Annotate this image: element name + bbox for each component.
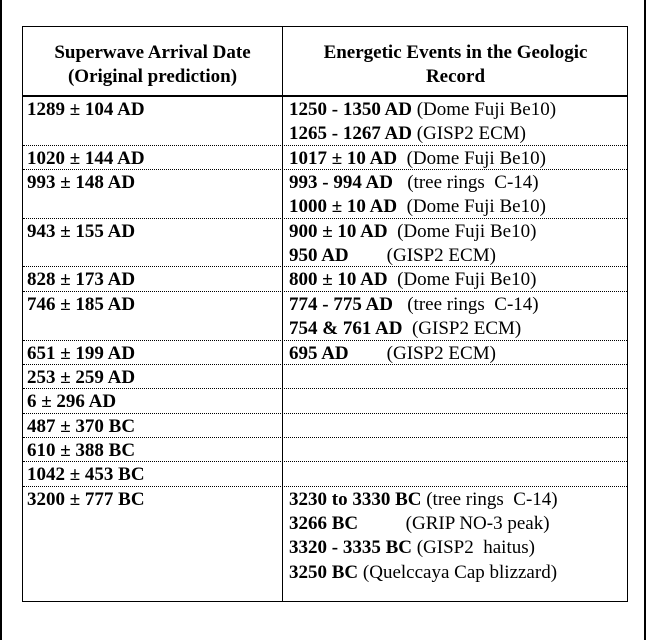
arrival-date-cell: 610 ± 388 BC [27,439,136,461]
row-separator [23,461,627,462]
geologic-event-cell [289,122,526,146]
geologic-event-cell [289,220,536,244]
event-date: 1265 - 1267 AD [289,123,412,145]
event-date: 993 - 994 AD [289,172,393,194]
event-source: (tree rings C-14) [392,293,539,315]
event-date: 1000 ± 10 AD [289,196,398,218]
arrival-date-cell: 651 ± 199 AD [27,342,136,364]
event-source: (Dome Fuji Be10) [387,269,537,291]
arrival-date-cell: 993 ± 148 AD [27,172,136,194]
event-date: 3320 - 3335 BC [289,537,412,559]
arrival-date-cell: 487 ± 370 BC [27,415,136,437]
geologic-event-cell [289,512,550,536]
header-divider [23,95,627,97]
geologic-event-cell [289,195,546,219]
event-date: 900 ± 10 AD [289,220,388,242]
event-source: (GRIP NO-3 peak) [358,512,550,534]
header-arrival-date-line2: (Original prediction) [67,66,238,87]
arrival-date-cell: 828 ± 173 AD [27,269,136,291]
arrival-date-cell: 1020 ± 144 AD [27,147,145,169]
row-separator [23,413,627,414]
arrival-date-cell: 3200 ± 777 BC [27,488,145,510]
event-date: 800 ± 10 AD [289,269,388,291]
event-date: 3230 to 3330 BC [289,488,422,510]
row-separator [23,145,627,146]
row-separator [23,340,627,341]
event-source: (GISP2 ECM) [348,245,496,267]
event-date: 950 AD [289,245,349,267]
geologic-event-cell [289,561,557,585]
event-date: 1250 - 1350 AD [289,99,412,120]
geologic-event-cell [289,488,558,512]
row-separator [23,291,627,292]
geologic-event-cell [289,268,536,292]
header-geologic-events-line1: Energetic Events in the Geologic [323,42,588,63]
event-source: (tree rings C-14) [392,172,539,194]
arrival-date-cell: 1042 ± 453 BC [27,464,145,486]
arrival-date-cell: 253 ± 259 AD [27,366,136,388]
row-separator [23,169,627,170]
event-source: (GISP2 ECM) [402,318,522,340]
event-date: 774 - 775 AD [289,293,393,315]
event-date: 1017 ± 10 AD [289,147,398,169]
event-source: (GISP2 haitus) [411,537,535,559]
geologic-event-cell [289,536,535,560]
row-separator [23,218,627,219]
geologic-event-cell [289,98,556,122]
geologic-event-cell [289,317,521,341]
event-source: (GISP2 ECM) [348,342,496,364]
arrival-date-cell: 746 ± 185 AD [27,293,136,315]
event-source: (Dome Fuji Be10) [397,196,546,218]
row-separator [23,364,627,365]
row-separator [23,437,627,438]
arrival-date-cell: 943 ± 155 AD [27,220,136,242]
header-arrival-date-line1: Superwave Arrival Date [54,42,251,63]
row-separator [23,266,627,267]
column-divider [282,27,283,601]
event-date: 3266 BC [289,512,359,534]
event-date: 695 AD [289,342,349,364]
event-date: 754 & 761 AD [289,318,403,340]
event-source: (tree rings C-14) [421,488,558,510]
geologic-event-cell [289,244,496,268]
event-source: (Dome Fuji Be10) [411,99,557,120]
geologic-event-cell [289,293,539,317]
arrival-date-cell: 1289 ± 104 AD [27,99,145,120]
event-source: (GISP2 ECM) [411,123,526,145]
geologic-event-cell [289,171,539,195]
row-separator [23,486,627,487]
event-source: (Quelccaya Cap blizzard) [358,561,558,583]
geologic-event-cell [289,147,546,171]
geologic-event-cell [289,342,496,366]
row-separator [23,388,627,389]
header-geologic-events-line2: Record [425,66,486,87]
event-source: (Dome Fuji Be10) [387,220,537,242]
event-date: 3250 BC [289,561,359,583]
arrival-date-cell: 6 ± 296 AD [27,391,117,413]
header-geologic-events [284,41,627,89]
events-table [22,26,628,602]
header-arrival-date [23,41,282,89]
event-source: (Dome Fuji Be10) [397,147,546,169]
